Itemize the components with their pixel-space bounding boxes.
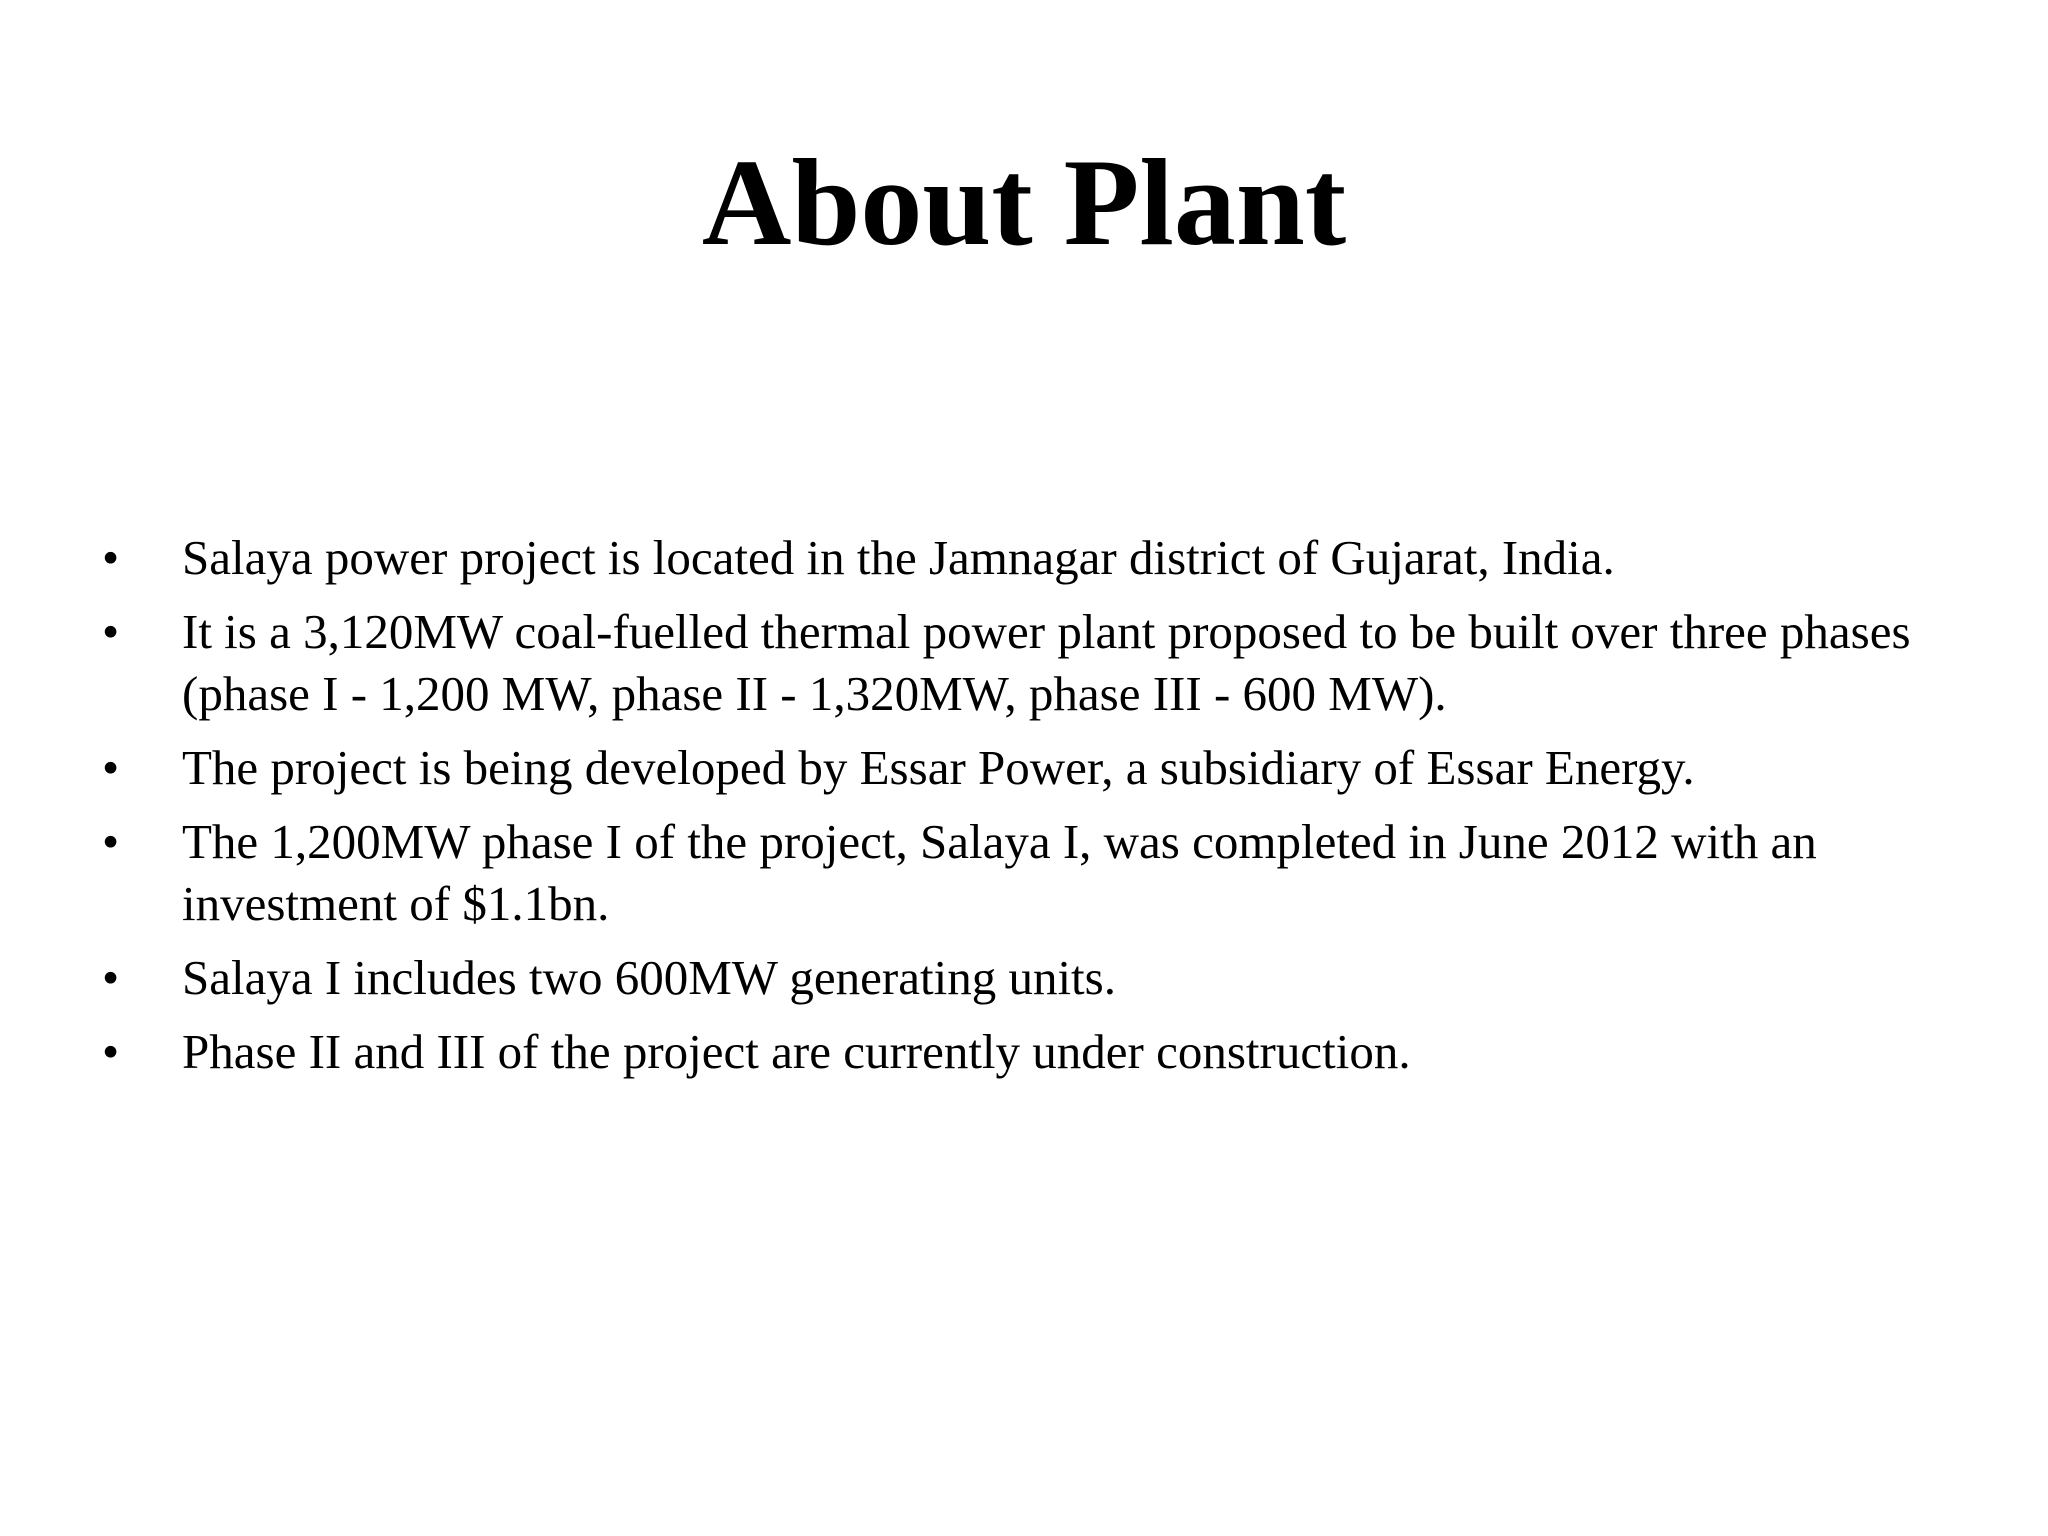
bullet-icon: •	[102, 530, 120, 585]
bullet-item	[100, 527, 1960, 589]
bullet-text: Salaya power project is located in the Jamnagar district of Gujarat, India.	[182, 530, 1615, 585]
bullet-item	[100, 947, 1960, 1009]
bullet-text: Salaya I includes two 600MW generating units.	[182, 950, 1116, 1005]
bullet-text: Phase II and III of the project are currently under construction.	[182, 1024, 1411, 1079]
bullet-text: The project is being developed by Essar Power, a subsidiary of Essar Energy.	[182, 740, 1695, 795]
bullet-icon: •	[102, 1024, 120, 1079]
bullet-item	[100, 811, 1960, 935]
bullet-text: It is a 3,120MW coal-fuelled thermal power plant proposed to be built over three phases (phase I - 1,200 MW, phase II - 1,320MW, phase III - 600 MW).	[182, 604, 1911, 721]
bullet-icon: •	[102, 814, 120, 869]
bullet-item	[100, 737, 1960, 799]
bullet-icon: •	[102, 950, 120, 1005]
bullet-list	[100, 527, 1960, 1095]
bullet-icon: •	[102, 604, 120, 659]
bullet-icon: •	[102, 740, 120, 795]
bullet-item	[100, 1021, 1960, 1083]
bullet-text: The 1,200MW phase I of the project, Salaya I, was completed in June 2012 with an investment of $1.1bn.	[182, 814, 1817, 931]
bullet-item	[100, 601, 1960, 725]
slide-title: About Plant	[701, 134, 1347, 271]
